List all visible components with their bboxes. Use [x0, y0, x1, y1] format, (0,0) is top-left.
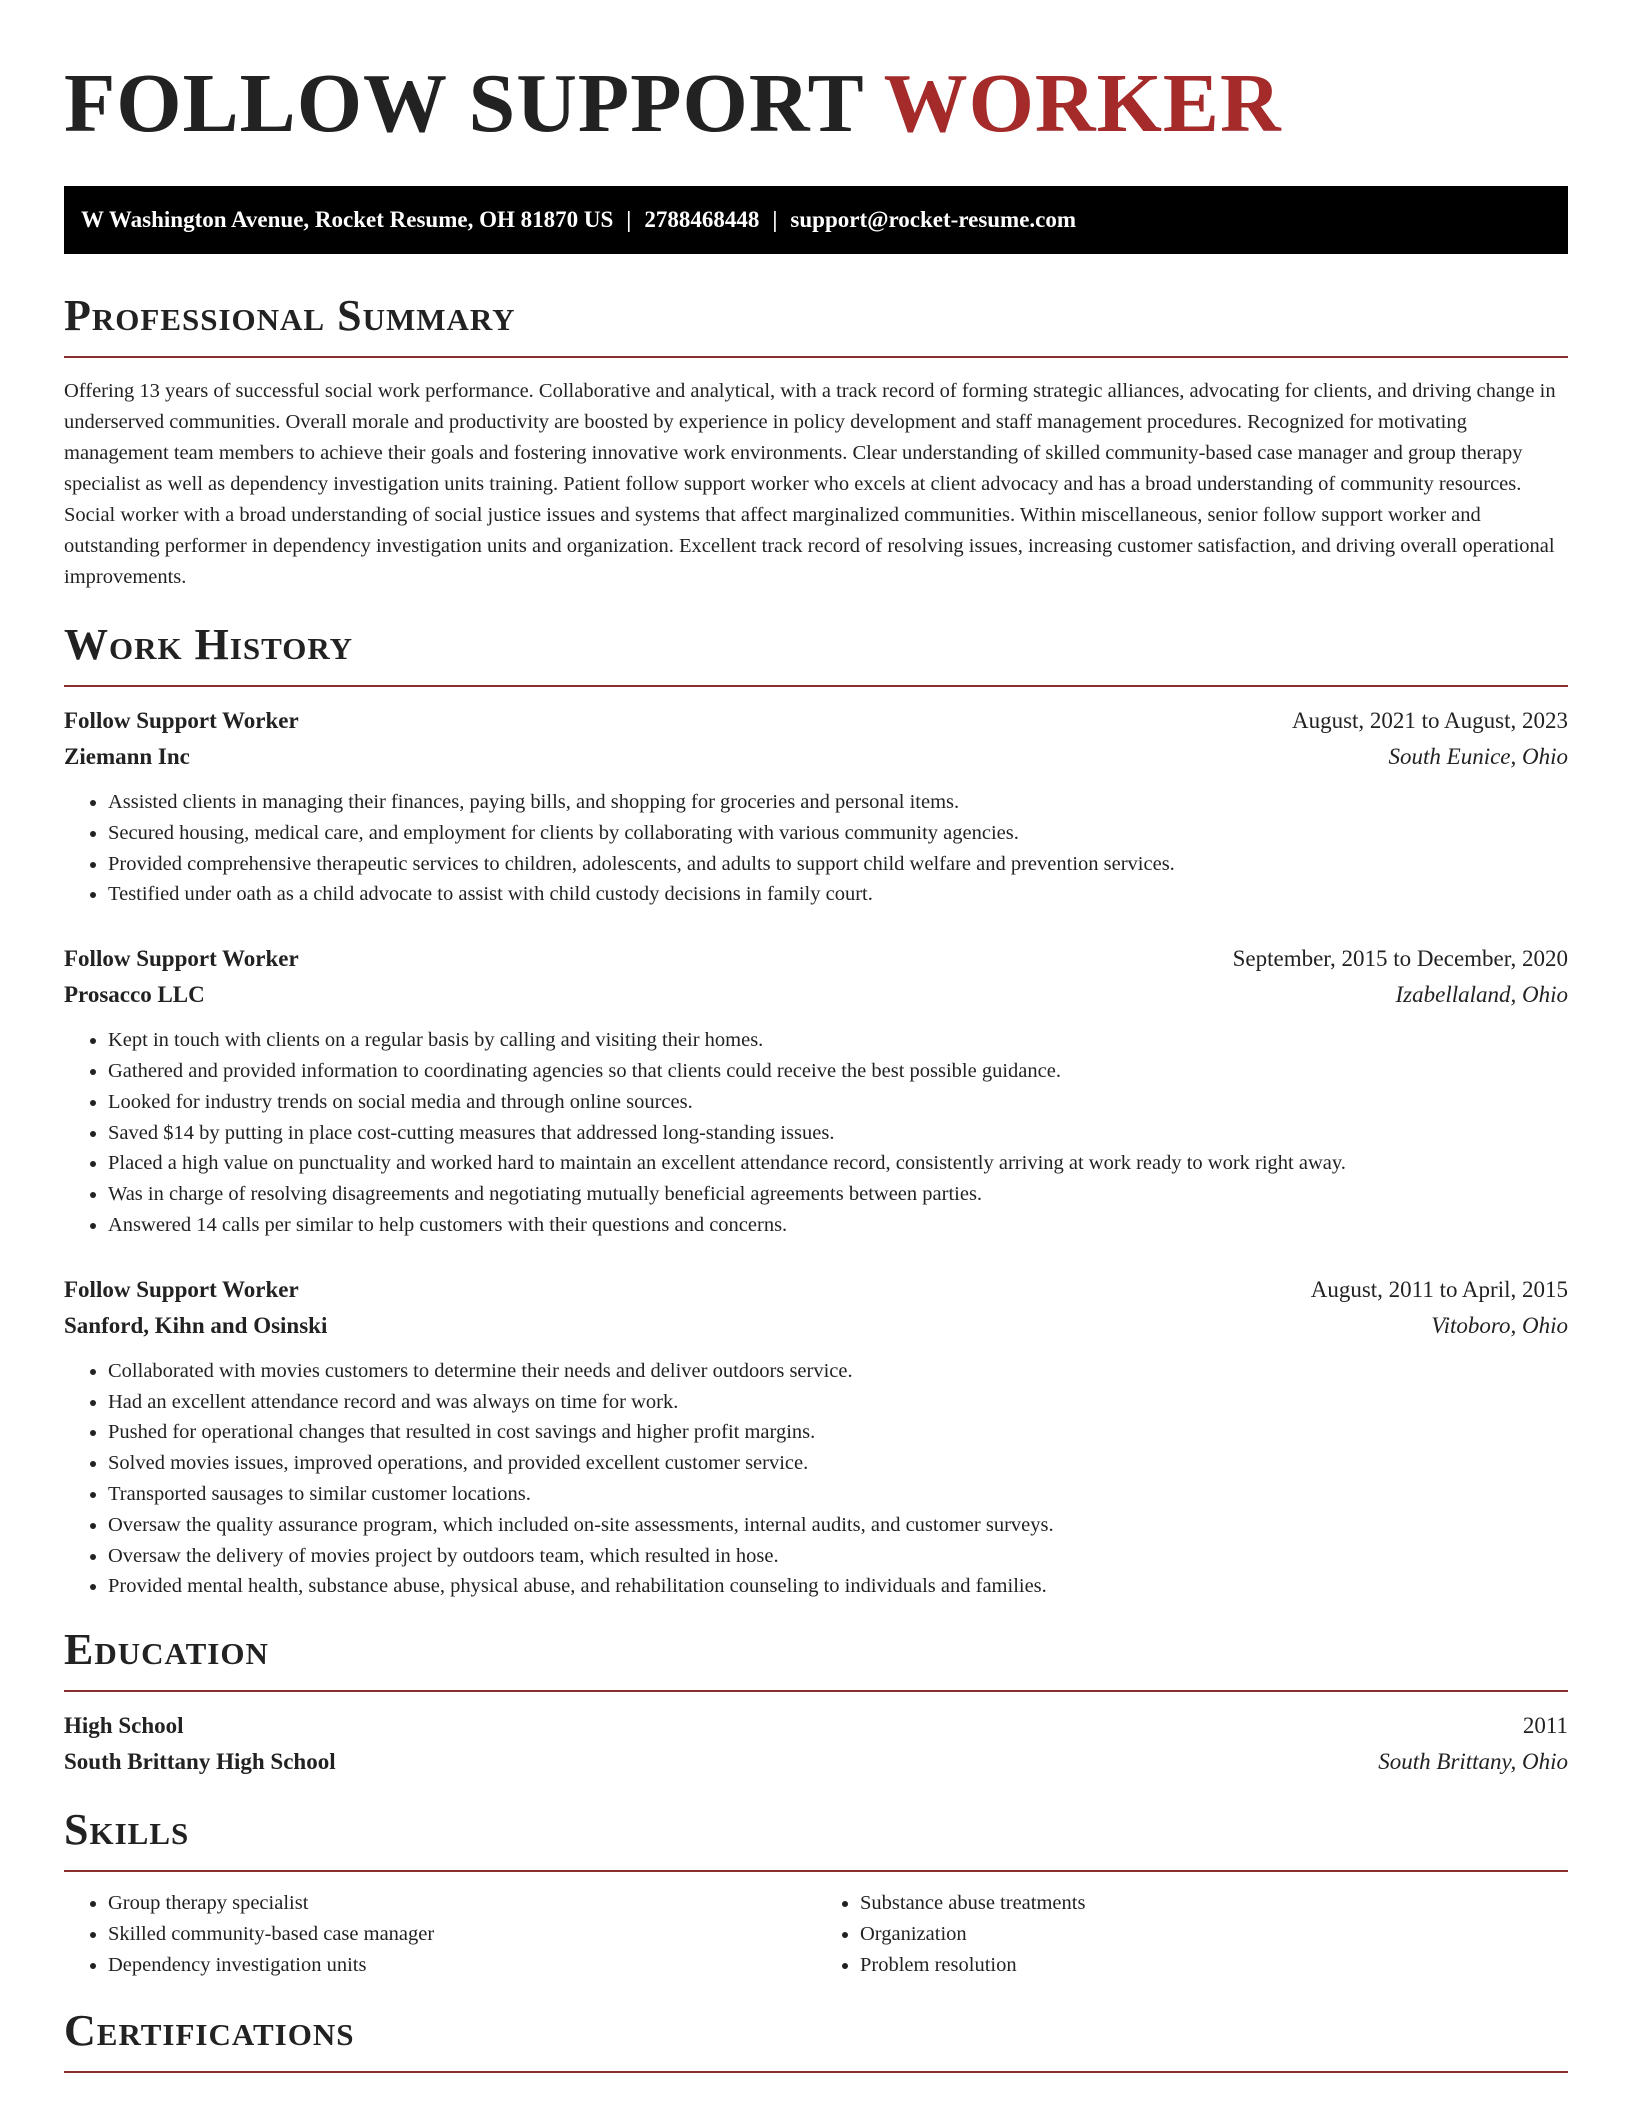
list-item: • Answered 14 calls per similar to help customers with their questions and concerns.: [108, 1210, 1568, 1241]
contact-separator: |: [626, 207, 632, 232]
education-school: South Brittany High School: [64, 1749, 336, 1775]
job-bullets: [64, 1025, 1568, 1241]
list-item: • Provided mental health, substance abuse, physical abuse, and rehabilitation counseling to individuals and families.: [108, 1571, 1568, 1602]
skill-item: • Substance abuse treatments: [860, 1888, 1568, 1919]
list-item: • Solved movies issues, improved operations, and provided excellent customer service.: [108, 1448, 1568, 1479]
summary-text: Offering 13 years of successful social work performance. Collaborative and analytical, with a track record of forming strategic alliances, advocating for clients, and driving change in underserved communities. Overall morale and productivity are boosted by experience in policy development and staff management procedures. Recognized for motivating management team members to achieve their goals and fostering innovative work environments. Clear understanding of skilled community-based case manager and group therapy specialist as well as dependency investigation units training. Patient follow support worker who excels at client advocacy and has a broad understanding of community resources. Social worker with a broad understanding of social justice issues and systems that affect marginalized communities. Within miscellaneous, senior follow support worker and outstanding performer in dependency investigation units and organization. Excellent track record of resolving issues, increasing customer satisfaction, and driving overall operational improvements.: [64, 380, 1556, 588]
section-divider: [64, 1870, 1568, 1872]
summary-section: [64, 290, 1568, 593]
list-item: • Kept in touch with clients on a regular basis by calling and visiting their homes.: [108, 1025, 1568, 1056]
list-item: • Provided comprehensive therapeutic services to children, adolescents, and adults to support child welfare and prevention services.: [108, 849, 1568, 880]
education-location: South Brittany, Ohio: [1378, 1749, 1568, 1775]
skill-item: • Problem resolution: [860, 1950, 1568, 1981]
section-divider: [64, 2071, 1568, 2073]
skill-item: • Dependency investigation units: [108, 1950, 816, 1981]
section-title-work-history: Work History: [64, 620, 354, 669]
job-company-row: [64, 739, 1568, 775]
job-bullets: [64, 1356, 1568, 1602]
section-divider: [64, 356, 1568, 358]
section-title-summary: Professional Summary: [64, 291, 516, 340]
education-degree-row: [64, 1708, 1568, 1744]
list-item: • Placed a high value on punctuality and worked hard to maintain an excellent attendance record, consistently arriving at work ready to work right away.: [108, 1148, 1568, 1179]
section-title-education: Education: [64, 1625, 269, 1675]
section-divider: [64, 685, 1568, 687]
job-role: Follow Support Worker: [64, 708, 299, 733]
skill-item: • Group therapy specialist: [108, 1888, 816, 1919]
job-header-row: [64, 1272, 1568, 1308]
list-item: • Oversaw the quality assurance program, which included on-site assessments, internal audits, and customer surveys.: [108, 1510, 1568, 1541]
job-company: Prosacco LLC: [64, 982, 205, 1008]
list-item: • Saved $14 by putting in place cost-cutting measures that addressed long-standing issues.: [108, 1118, 1568, 1149]
job-dates: August, 2011 to April, 2015: [1310, 1276, 1568, 1302]
education-section: [64, 1624, 1568, 1780]
job-company-row: [64, 977, 1568, 1013]
job-entry: [64, 1272, 1568, 1602]
job-location: Izabellaland, Ohio: [1395, 982, 1568, 1008]
job-company: Sanford, Kihn and Osinski: [64, 1312, 328, 1338]
list-item: • Testified under oath as a child advocate to assist with child custody decisions in family court.: [108, 879, 1568, 910]
list-item: • Gathered and provided information to coordinating agencies so that clients could receive the best possible guidance.: [108, 1056, 1568, 1087]
education-school-row: [64, 1744, 1568, 1780]
resume-name: [64, 0, 1568, 150]
name-first: FOLLOW SUPPORT: [64, 57, 864, 150]
job-company-row: [64, 1308, 1568, 1344]
skills-list-right: [816, 1888, 1568, 1981]
job-location: South Eunice, Ohio: [1388, 744, 1568, 769]
job-entry: [64, 941, 1568, 1241]
contact-bar: [64, 186, 1568, 254]
list-item: • Oversaw the delivery of movies project by outdoors team, which resulted in hose.: [108, 1541, 1568, 1572]
contact-address: W Washington Avenue, Rocket Resume, OH 81870 US: [81, 207, 614, 232]
job-role: Follow Support Worker: [64, 946, 299, 972]
list-item: • Transported sausages to similar customer locations.: [108, 1479, 1568, 1510]
skills-section: [64, 1804, 1568, 1981]
education-entry: [64, 1708, 1568, 1780]
skill-item: • Skilled community-based case manager: [108, 1919, 816, 1950]
education-degree: High School: [64, 1713, 184, 1739]
skill-item: • Organization: [860, 1919, 1568, 1950]
job-role: Follow Support Worker: [64, 1276, 299, 1302]
job-company: Ziemann Inc: [64, 744, 190, 769]
name-accent: WORKER: [883, 57, 1282, 150]
certifications-section: [64, 2005, 1568, 2073]
list-item: • Looked for industry trends on social media and through online sources.: [108, 1087, 1568, 1118]
contact-separator: |: [772, 207, 778, 232]
job-entry: [64, 703, 1568, 910]
section-divider: [64, 1690, 1568, 1692]
skills-columns: [64, 1888, 1568, 1981]
job-bullets: [64, 787, 1568, 910]
list-item: • Had an excellent attendance record and was always on time for work.: [108, 1387, 1568, 1418]
section-title-certifications: Certifications: [64, 2006, 355, 2056]
contact-email: support@rocket-resume.com: [790, 207, 1077, 232]
section-title-skills: Skills: [64, 1805, 190, 1855]
contact-phone: 2788468448: [644, 207, 760, 232]
job-dates: August, 2021 to August, 2023: [1291, 708, 1568, 733]
list-item: • Secured housing, medical care, and employment for clients by collaborating with various community agencies.: [108, 818, 1568, 849]
job-header-row: [64, 703, 1568, 739]
job-header-row: [64, 941, 1568, 977]
list-item: • Collaborated with movies customers to determine their needs and deliver outdoors service.: [108, 1356, 1568, 1387]
education-year: 2011: [1522, 1713, 1568, 1739]
list-item: • Was in charge of resolving disagreements and negotiating mutually beneficial agreements between parties.: [108, 1179, 1568, 1210]
skills-list-left: [64, 1888, 816, 1981]
job-location: Vitoboro, Ohio: [1431, 1312, 1568, 1338]
list-item: • Pushed for operational changes that resulted in cost savings and higher profit margins.: [108, 1417, 1568, 1448]
list-item: • Assisted clients in managing their finances, paying bills, and shopping for groceries and personal items.: [108, 787, 1568, 818]
job-dates: September, 2015 to December, 2020: [1232, 946, 1568, 972]
work-history-section: [64, 619, 1568, 1602]
